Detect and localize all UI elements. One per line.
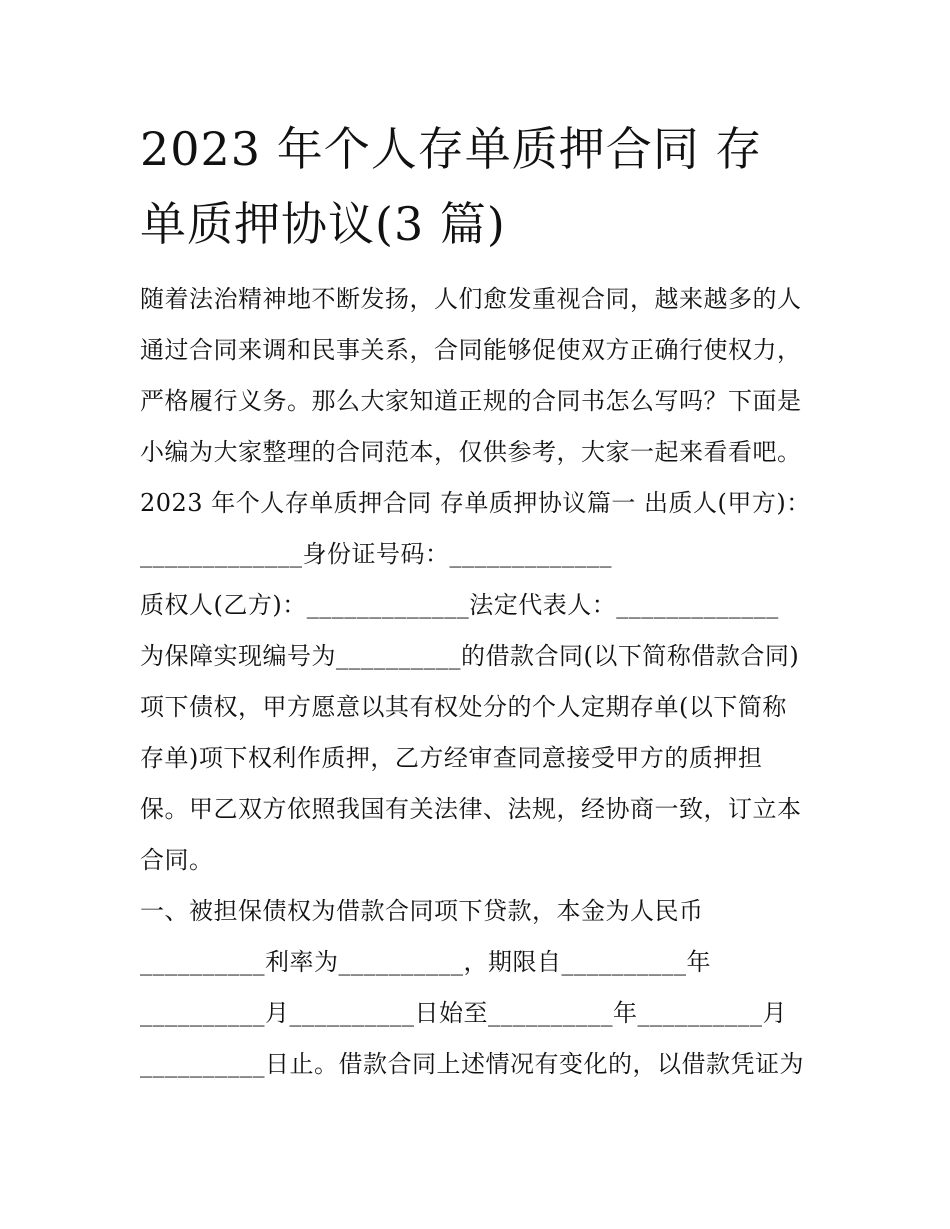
text-line: 随着法治精神地不断发扬，人们愈发重视合同，越来越多的人 <box>140 285 802 313</box>
text-line: 2023 年个人存单质押合同 存单质押协议篇一 出质人(甲方)： <box>140 489 811 517</box>
title-line-2: 单质押协议(3 篇) <box>140 197 506 251</box>
text-line: 小编为大家整理的合同范本，仅供参考，大家一起来看看吧。 <box>140 438 802 466</box>
document-title <box>140 112 820 262</box>
text-line: 存单)项下权利作质押，乙方经审查同意接受甲方的质押担 <box>140 744 763 772</box>
text-line: __________利率为__________，期限自__________年 <box>140 948 711 976</box>
text-line: 合同。 <box>140 846 214 874</box>
text-line: 严格履行义务。那么大家知道正规的合同书怎么写吗？下面是 <box>140 387 802 415</box>
document-body <box>140 274 830 1090</box>
text-line: _____________身份证号码：_____________ <box>140 540 612 568</box>
text-line: 一、被担保债权为借款合同项下贷款，本金为人民币 <box>140 897 704 925</box>
text-line: 保。甲乙双方依照我国有关法律、法规，经协商一致，订立本 <box>140 795 802 823</box>
text-line: 项下债权，甲方愿意以其有权处分的个人定期存单(以下简称 <box>140 693 787 721</box>
title-line-1: 2023 年个人存单质押合同 存 <box>140 122 763 176</box>
text-line: __________月__________日始至__________年__________月 <box>140 999 787 1027</box>
text-line: 为保障实现编号为__________的借款合同(以下简称借款合同) <box>140 642 800 670</box>
text-line: __________日止。借款合同上述情况有变化的，以借款凭证为 <box>140 1050 804 1078</box>
text-line: 质权人(乙方)：_____________法定代表人：_____________ <box>140 591 779 619</box>
text-line: 通过合同来调和民事关系，合同能够促使双方正确行使权力， <box>140 336 802 364</box>
